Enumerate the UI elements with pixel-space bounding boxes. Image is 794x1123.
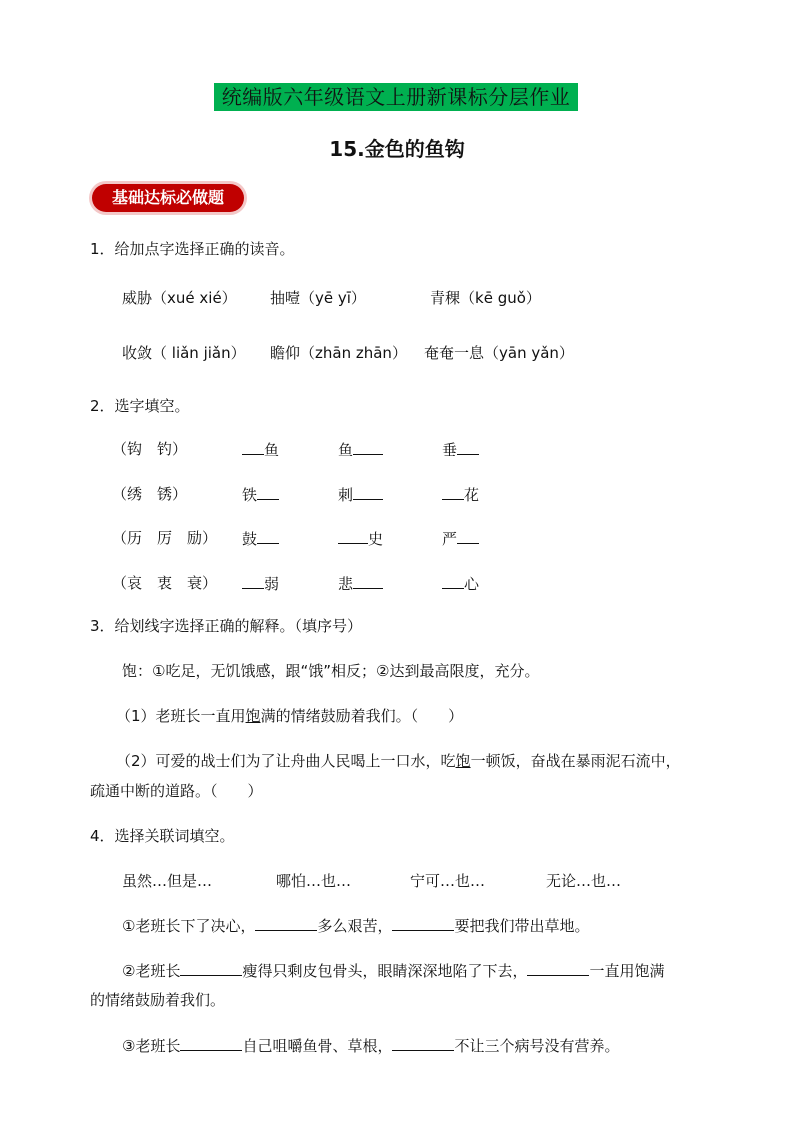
fill-blank[interactable] [527, 959, 589, 976]
series-header: 统编版六年级语文上册新课标分层作业 [214, 83, 578, 111]
q3-sentence-2: （2）可爱的战士们为了让舟曲人民喝上一口水，吃饱一顿饭，奋战在暴雨泥石流中， [116, 752, 681, 770]
q2-blank[interactable]: 刺 [338, 483, 383, 505]
underlined-char: 饱 [245, 707, 261, 725]
q1-item [424, 342, 574, 363]
q2-blank[interactable]: 严 [442, 527, 479, 549]
q4-sentence-2-cont: 的情绪鼓励着我们。 [90, 991, 226, 1009]
fill-blank[interactable] [180, 959, 242, 976]
q2-blank[interactable]: 鱼 [242, 438, 279, 460]
fill-blank[interactable] [255, 914, 317, 931]
q2-chars: （哀 衷 衰） [112, 574, 218, 592]
q2-chars: （绣 锈） [112, 485, 188, 503]
q4-sentence-1: ①老班长下了决心， 多么艰苦， 要把我们带出草地。 [122, 914, 589, 936]
q1-pinyin: （kē guǒ） [460, 289, 541, 307]
q2-blank[interactable]: 鱼 [338, 438, 383, 460]
q1-pinyin: （xué xié） [152, 289, 237, 307]
q2-chars: （历 厉 励） [112, 529, 218, 547]
q2-blank[interactable]: 铁 [242, 483, 279, 505]
q1-stem: 1．给加点字选择正确的读音。 [90, 240, 295, 258]
q1-pinyin: （zhān zhān） [300, 344, 407, 362]
q4-option: 虽然…但是… [122, 872, 213, 890]
fill-blank[interactable] [180, 1034, 242, 1051]
q2-blank[interactable]: 悲 [338, 572, 383, 594]
q1-word: 瞻仰 [270, 344, 301, 362]
fill-blank[interactable] [392, 1034, 454, 1051]
q2-blank[interactable]: 垂 [442, 438, 479, 460]
q2-blank[interactable]: 鼓 [242, 527, 279, 549]
q1-item [122, 287, 237, 308]
q4-option: 无论…也… [546, 872, 622, 890]
q3-sentence-1: （1）老班长一直用饱满的情绪鼓励着我们。（ ） [116, 707, 464, 725]
lesson-title: 15.金色的鱼钩 [329, 137, 465, 161]
q3-sentence-2-cont: 疏通中断的道路。（ ） [90, 782, 263, 800]
q1-pinyin: （yē yī） [300, 289, 366, 307]
q4-stem: 4．选择关联词填空。 [90, 827, 235, 845]
q2-blank[interactable]: 花 [442, 483, 479, 505]
q2-blank[interactable]: 心 [442, 572, 479, 594]
q4-option: 哪怕…也… [276, 872, 352, 890]
q2-blank[interactable]: 史 [338, 527, 383, 549]
q3-definition: 饱：①吃足，无饥饿感，跟“饿”相反；②达到最高限度，充分。 [122, 662, 540, 680]
q1-item [430, 287, 541, 308]
q1-item [122, 342, 246, 363]
q1-pinyin: （yān yǎn） [484, 344, 574, 362]
q1-word: 抽噎 [270, 289, 301, 307]
q2-blank[interactable]: 弱 [242, 572, 279, 594]
q1-item [270, 342, 407, 363]
underlined-char: 饱 [455, 752, 471, 770]
fill-blank[interactable] [392, 914, 454, 931]
q4-sentence-2: ②老班长 瘦得只剩皮包骨头，眼睛深深地陷了下去， 一直用饱满 [122, 959, 664, 981]
q4-sentence-3: ③老班长 自己咀嚼鱼骨、草根， 不让三个病号没有营养。 [122, 1034, 619, 1056]
q1-word: 收敛 [122, 344, 153, 362]
q4-option: 宁可…也… [410, 872, 486, 890]
q2-stem: 2．选字填空。 [90, 397, 190, 415]
q1-word: 青稞 [430, 289, 461, 307]
q2-chars: （钩 钓） [112, 440, 188, 458]
q1-pinyin: （ liǎn jiǎn） [152, 344, 246, 362]
q3-stem: 3．给划线字选择正确的解释。（填序号） [90, 617, 363, 635]
section-badge: 基础达标必做题 [92, 184, 244, 212]
q1-word: 奄奄一息 [424, 344, 485, 362]
q1-word: 威胁 [122, 289, 153, 307]
q1-item [270, 287, 366, 308]
